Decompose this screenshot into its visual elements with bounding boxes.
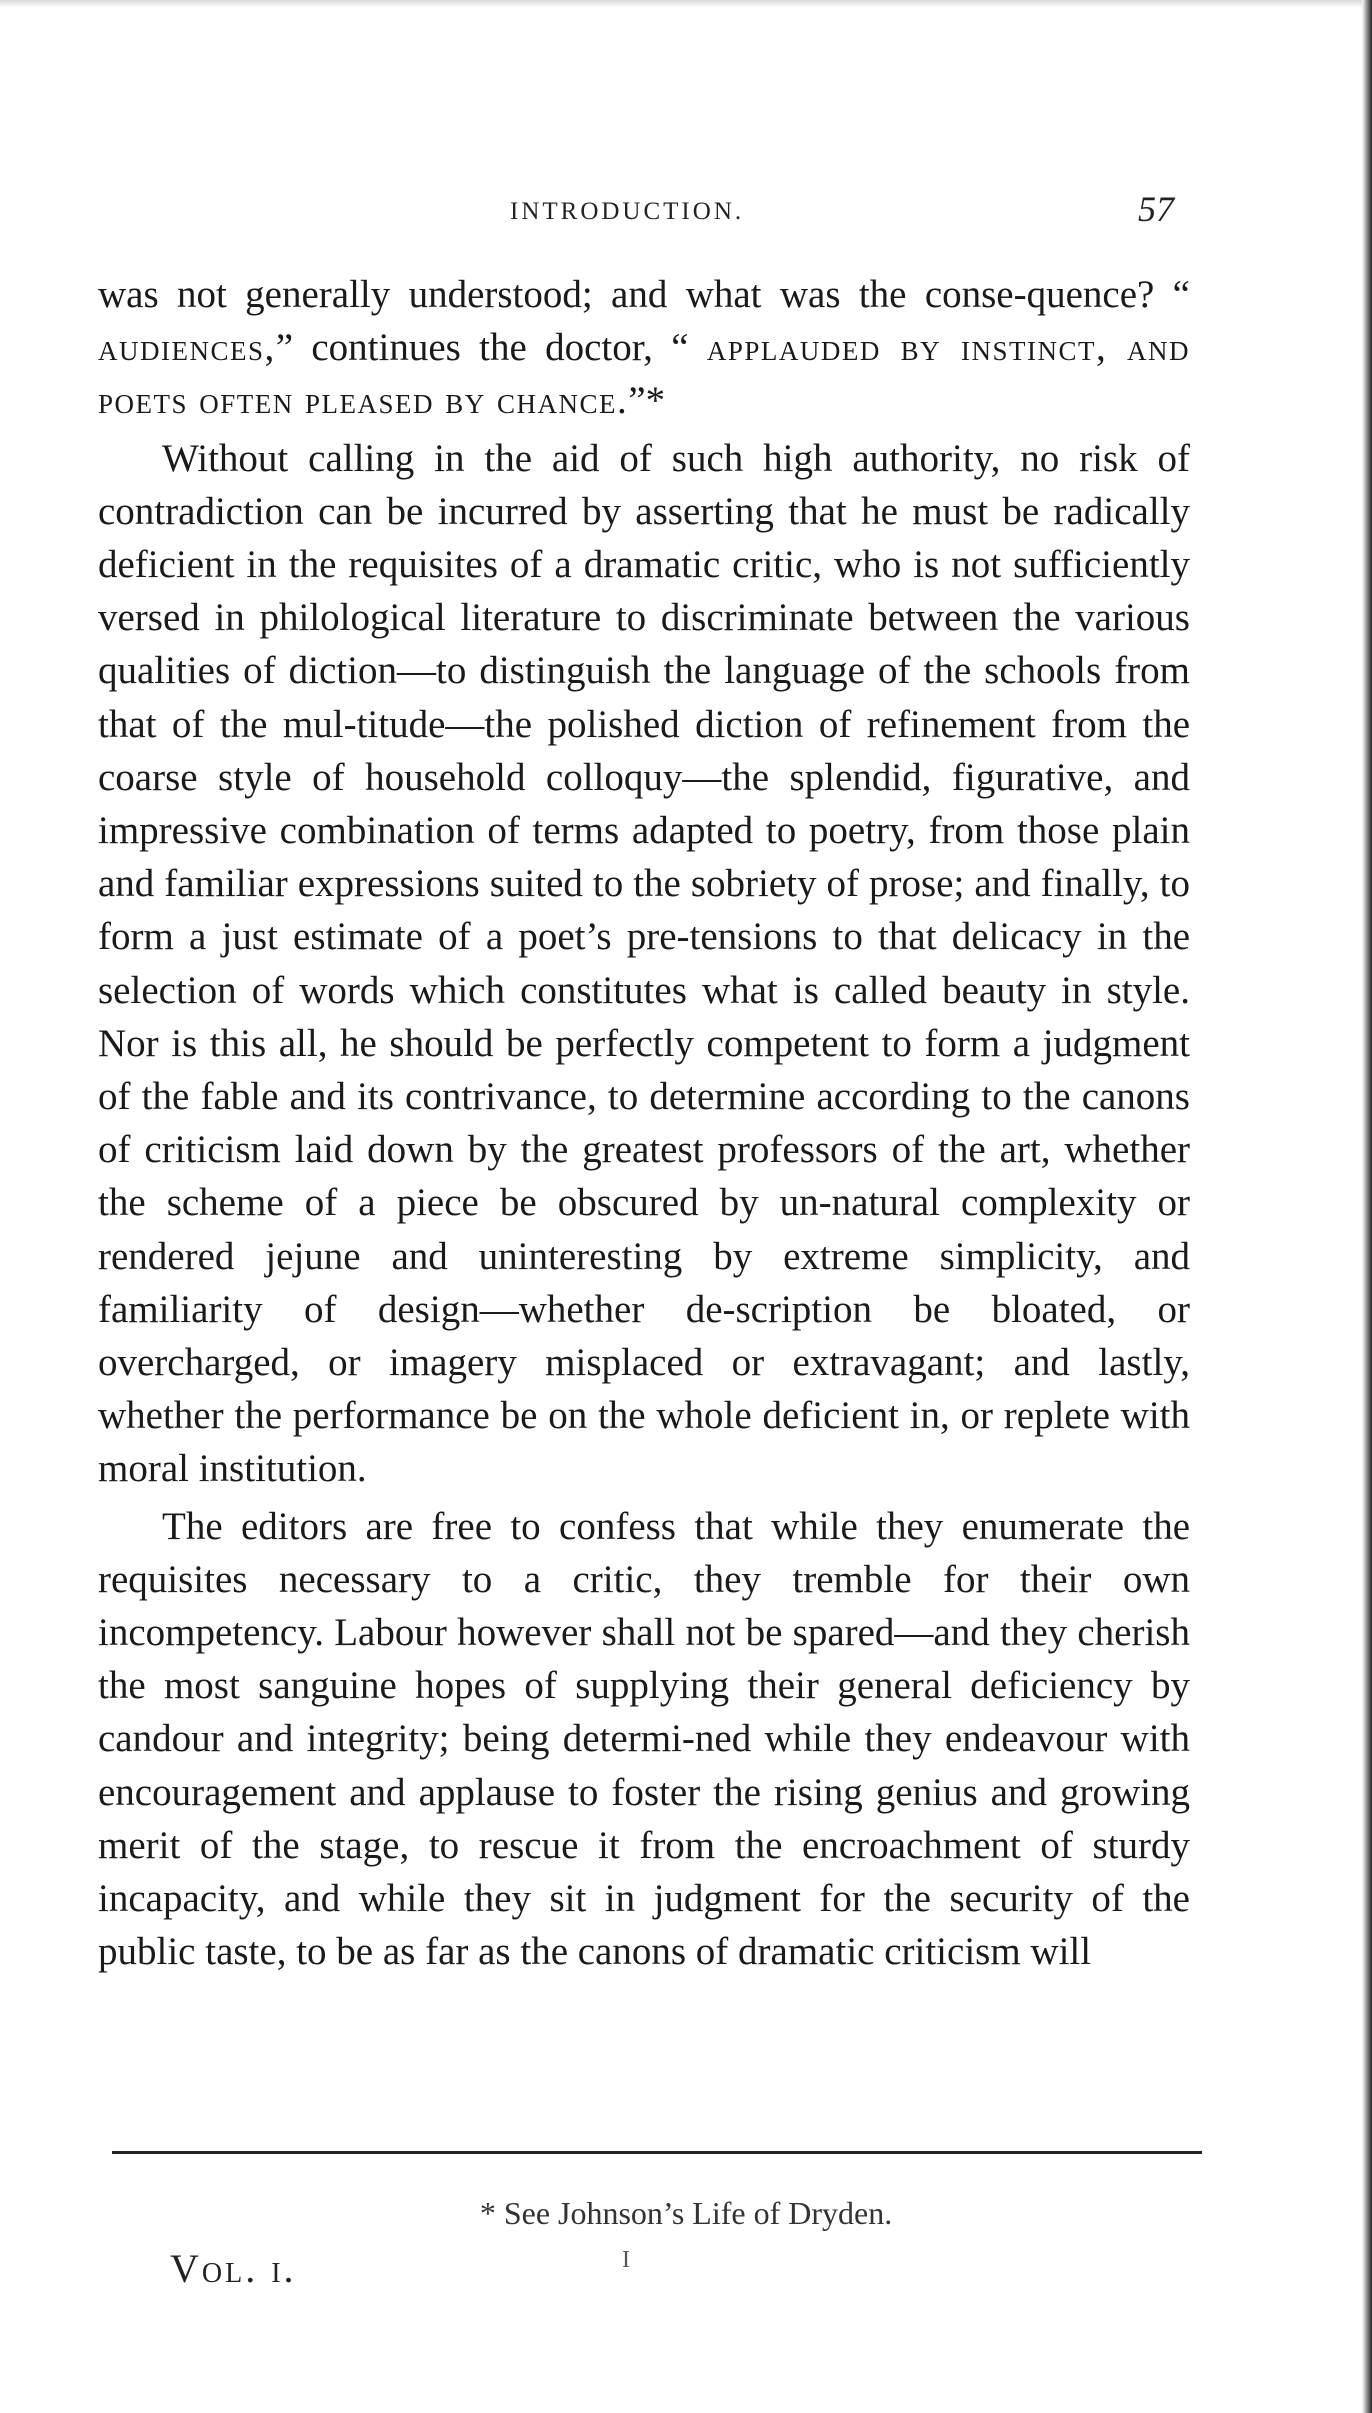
paragraph-3: The editors are free to confess that while they enumerate the requisites necessary to a critic, they tremble for their own incompetency. Labour however shall not be spared—and they cherish the most sanguine hopes of supplying their general deficiency by candour and integrity; being determi-ned while they endeavour with encouragement and applause to foster the rising genius and growing merit of the stage, to rescue it from the encroachment of sturdy incapacity, and while they sit in judgment for the security of the public taste, to be as far as the canons of dramatic criticism will: [98, 1504, 1190, 1974]
press-mark: I: [622, 2247, 630, 2273]
paragraph-1-mid: ” continues the doctor, “: [275, 326, 707, 370]
running-head: INTRODUCTION.: [510, 198, 745, 225]
page-binding-edge: [1362, 0, 1372, 2413]
page-number: 57: [1138, 189, 1174, 229]
paragraph-1-end: ”*: [628, 379, 666, 423]
body-text: [98, 268, 1190, 1979]
paragraph-1: [98, 268, 1190, 428]
paragraph-2: Without calling in the aid of such high authority, no risk of contradiction can be incurred by asserting that he must be radically deficient in the requisites of a dramatic critic, who is not sufficiently versed in philological literature to discriminate between the various qualities of diction—to distinguish the language of the schools from that of the mul-titude—the polished diction of refinement from the coarse style of household colloquy—the splendid, figurative, and impressive combination of terms adapted to poetry, from those plain and familiar expressions suited to the sobriety of prose; and finally, to form a just estimate of a poet’s pre-tensions to that delicacy in the selection of words which constitutes what is called beauty in style. Nor is this all, he should be perfectly competent to form a judgment of the fable and its contrivance, to determine according to the canons of criticism laid down by the greatest professors of the art, whether the scheme of a piece be obscured by un-natural complexity or rendered jejune and uninteresting by extreme simplicity, and familiarity of design—whether de-scription be bloated, or overcharged, or imagery misplaced or extravagant; and lastly, whether the performance be on the whole deficient in, or replete with moral institution.: [98, 436, 1190, 1491]
paragraph-1-start: was not generally understood; and what was the conse-quence? “: [98, 273, 1190, 316]
quote-audiences: audiences,: [98, 326, 276, 370]
volume-signature-rest: ol. i.: [201, 2246, 297, 2291]
page-top-edge: [0, 0, 1372, 8]
quote-applauded: applauded by instinct, and poets often pleased by chance.: [98, 326, 1190, 423]
footnote-rule: [112, 2151, 1202, 2154]
volume-signature: [170, 2245, 297, 2292]
footnote: * See Johnson’s Life of Dryden.: [479, 2195, 893, 2231]
volume-signature-initial: V: [170, 2246, 202, 2291]
